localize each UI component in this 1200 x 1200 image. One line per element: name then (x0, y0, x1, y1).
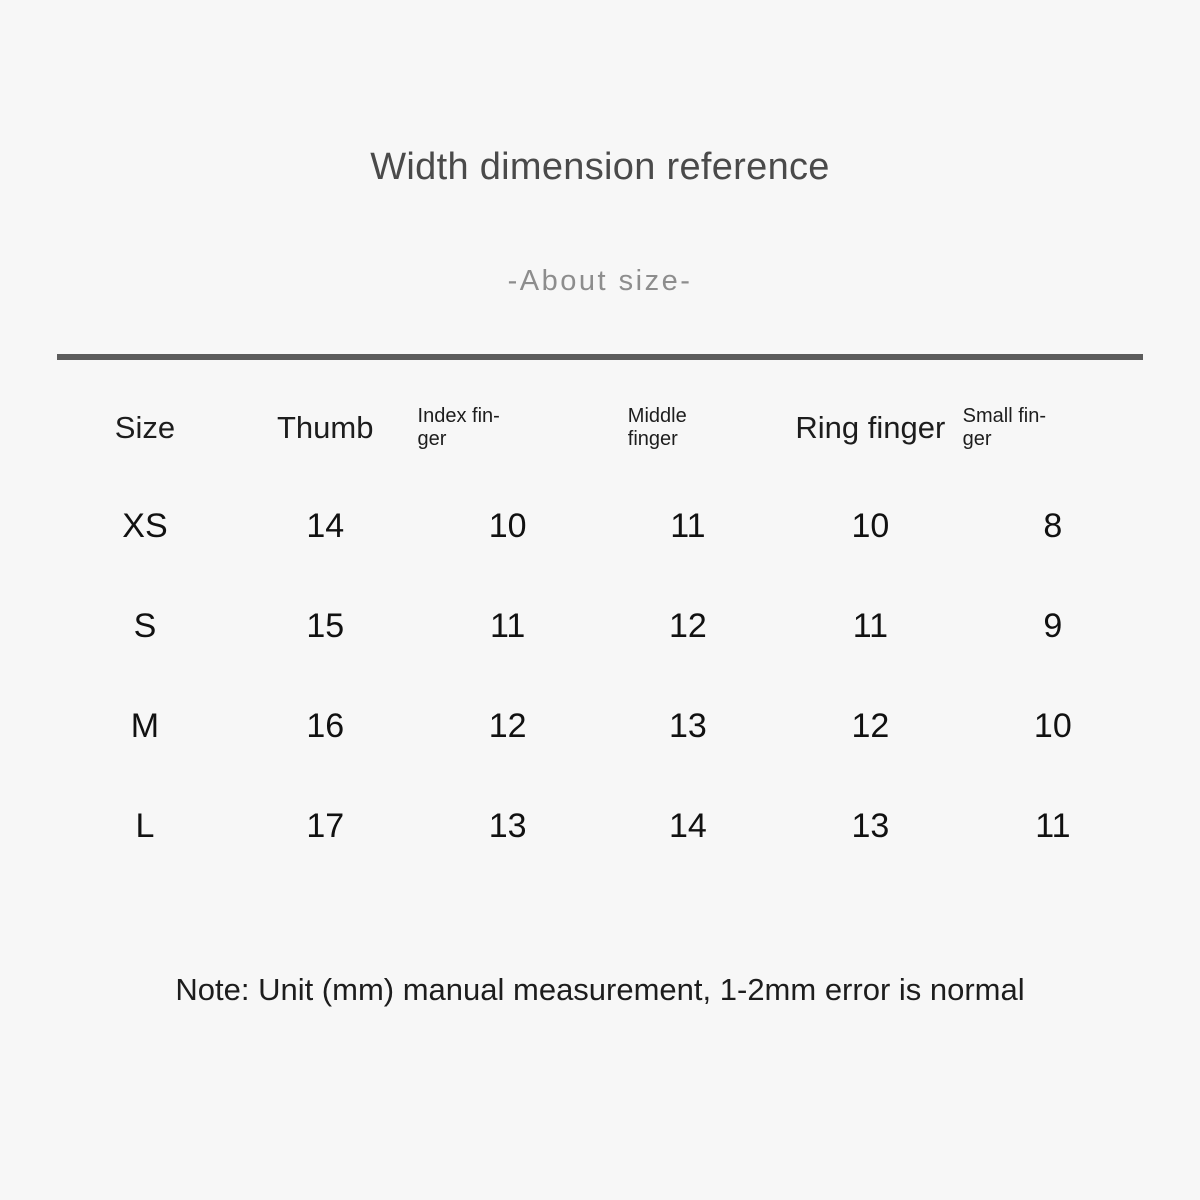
cell-thumb: 14 (306, 506, 345, 545)
cell-ring: 12 (851, 706, 890, 745)
cell-middle: 11 (670, 506, 706, 545)
page-title: Width dimension reference (370, 146, 830, 188)
cell-ring: 10 (851, 506, 890, 545)
cell-ring: 11 (852, 606, 889, 645)
table-row (57, 576, 1143, 676)
column-header-small-finger-line2: ger (962, 428, 992, 450)
column-header-index-finger-line2: ger (417, 428, 447, 450)
cell-small: 11 (1035, 806, 1071, 845)
cell-small: 8 (1043, 506, 1063, 545)
table-row (57, 676, 1143, 776)
table-body (57, 476, 1143, 876)
table-header-row (57, 380, 1143, 476)
cell-index: 13 (488, 806, 527, 845)
cell-thumb: 15 (306, 606, 345, 645)
column-header-ring-finger: Ring finger (795, 409, 946, 445)
cell-index: 10 (488, 506, 527, 545)
cell-size: L (135, 806, 155, 845)
cell-middle: 14 (669, 806, 707, 845)
header-divider (57, 354, 1143, 360)
cell-small: 10 (1033, 706, 1072, 745)
cell-middle: 13 (669, 706, 707, 745)
column-header-small-finger-line1: Small fin- (962, 405, 1047, 427)
column-header-size: Size (114, 409, 176, 445)
cell-size: M (130, 706, 160, 745)
cell-size: XS (122, 506, 168, 545)
column-header-middle-finger-line2: finger (627, 428, 678, 450)
cell-thumb: 16 (306, 706, 345, 745)
cell-thumb: 17 (306, 806, 345, 845)
cell-ring: 13 (851, 806, 890, 845)
column-header-middle-finger-line1: Middle (627, 405, 687, 427)
table-row (57, 776, 1143, 876)
column-header-index-finger (418, 380, 598, 476)
cell-index: 12 (488, 706, 527, 745)
column-header-thumb: Thumb (276, 409, 374, 445)
page-subtitle: -About size- (507, 265, 693, 297)
column-header-small-finger (963, 380, 1143, 476)
size-table (57, 380, 1143, 876)
column-header-middle-finger (598, 380, 778, 476)
cell-small: 9 (1043, 606, 1063, 645)
measurement-note: Note: Unit (mm) manual measurement, 1-2mm error is normal (175, 972, 1025, 1007)
column-header-index-finger-line1: Index fin- (417, 405, 500, 427)
table-header (57, 380, 1143, 476)
cell-size: S (133, 606, 157, 645)
cell-index: 11 (490, 606, 526, 645)
cell-middle: 12 (669, 606, 707, 645)
table-row (57, 476, 1143, 576)
